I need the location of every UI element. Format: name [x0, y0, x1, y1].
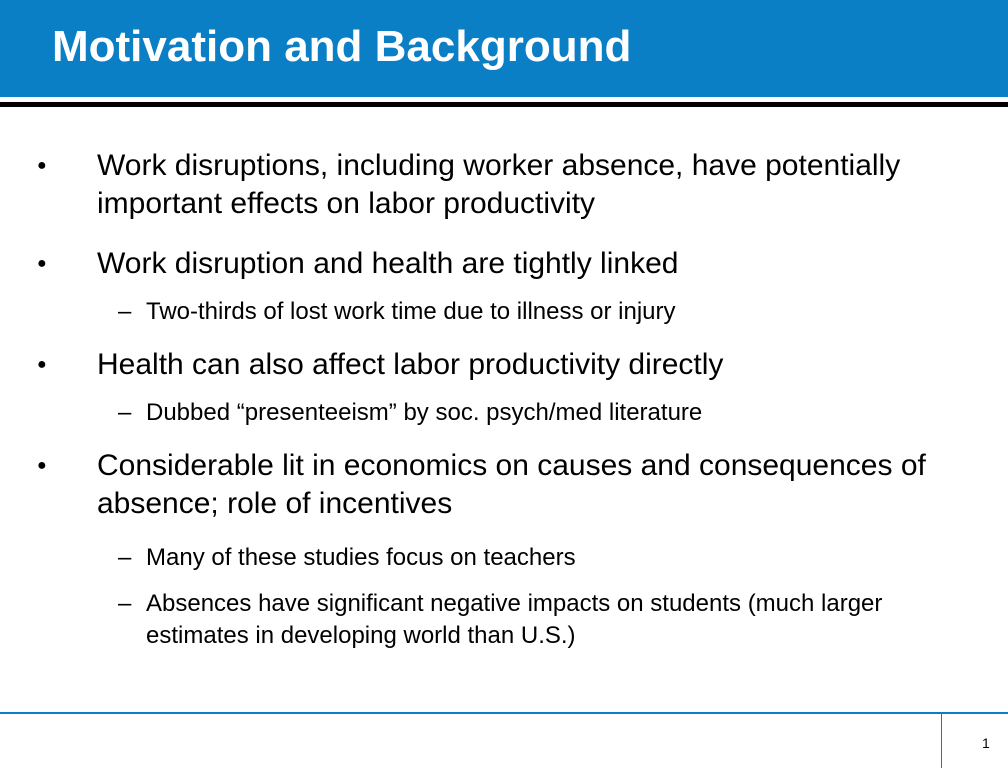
footer-divider [941, 714, 942, 768]
page-number: 1 [982, 735, 990, 751]
bullet-item: Work disruptions, including worker absence, have potentially important effects on labor productivity [97, 149, 901, 220]
sub-bullet-marker: – [118, 544, 132, 571]
sub-bullet-marker: – [118, 399, 132, 426]
bullet-item: Work disruption and health are tightly linked [97, 247, 679, 280]
bullet-marker: ● [37, 457, 47, 474]
sub-bullet-item: Two-thirds of lost work time due to illness or injury [146, 298, 676, 325]
bullet-item: Health can also affect labor productivity directly [97, 348, 724, 381]
footer-rule [0, 712, 1008, 714]
bullet-marker: ● [37, 157, 47, 174]
sub-bullet-item: Absences have significant negative impacts on students (much larger estimates in developing world than U.S.) [146, 590, 883, 649]
sub-bullet-item: Dubbed “presenteeism” by soc. psych/med literature [146, 399, 703, 426]
sub-bullet-marker: – [118, 590, 132, 617]
sub-bullet-marker: – [118, 298, 132, 325]
bullet-marker: ● [37, 356, 47, 373]
sub-bullet-item: Many of these studies focus on teachers [146, 544, 576, 571]
bullet-marker: ● [37, 255, 47, 272]
slide-title: Motivation and Background [52, 22, 632, 71]
bullet-item: Considerable lit in economics on causes and consequences of absence; role of incentives [97, 449, 926, 520]
